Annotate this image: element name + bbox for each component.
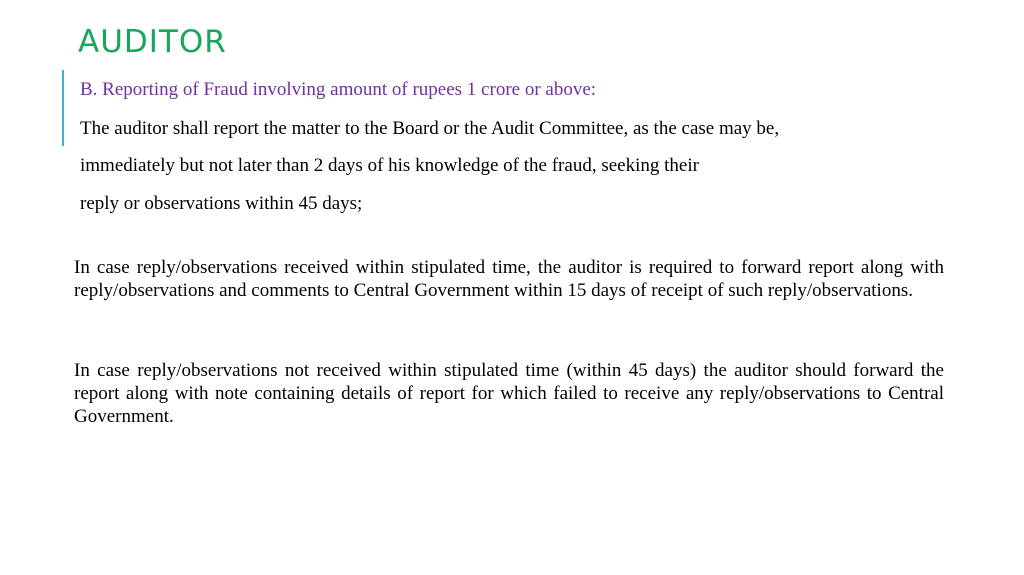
slide-title: AUDITOR xyxy=(78,24,227,60)
intro-line: immediately but not later than 2 days of his knowledge of the fraud, seeking their xyxy=(80,155,699,176)
body-paragraph-received: In case reply/observations received within stipulated time, the auditor is required to forward report along with reply/observations and comments to Central Government within 15 days of receipt of such reply/observations. xyxy=(74,257,944,301)
body-paragraph-not-received: In case reply/observations not received within stipulated time (within 45 days) the auditor should forward the report along with note containing details of report for which failed to receive any reply/observations to Central Government. xyxy=(74,360,944,427)
section-subtitle: B. Reporting of Fraud involving amount of rupees 1 crore or above: xyxy=(80,79,597,100)
intro-line: The auditor shall report the matter to the Board or the Audit Committee, as the case may be, xyxy=(80,118,780,139)
accent-bar xyxy=(62,70,64,146)
intro-line: reply or observations within 45 days; xyxy=(80,193,363,214)
